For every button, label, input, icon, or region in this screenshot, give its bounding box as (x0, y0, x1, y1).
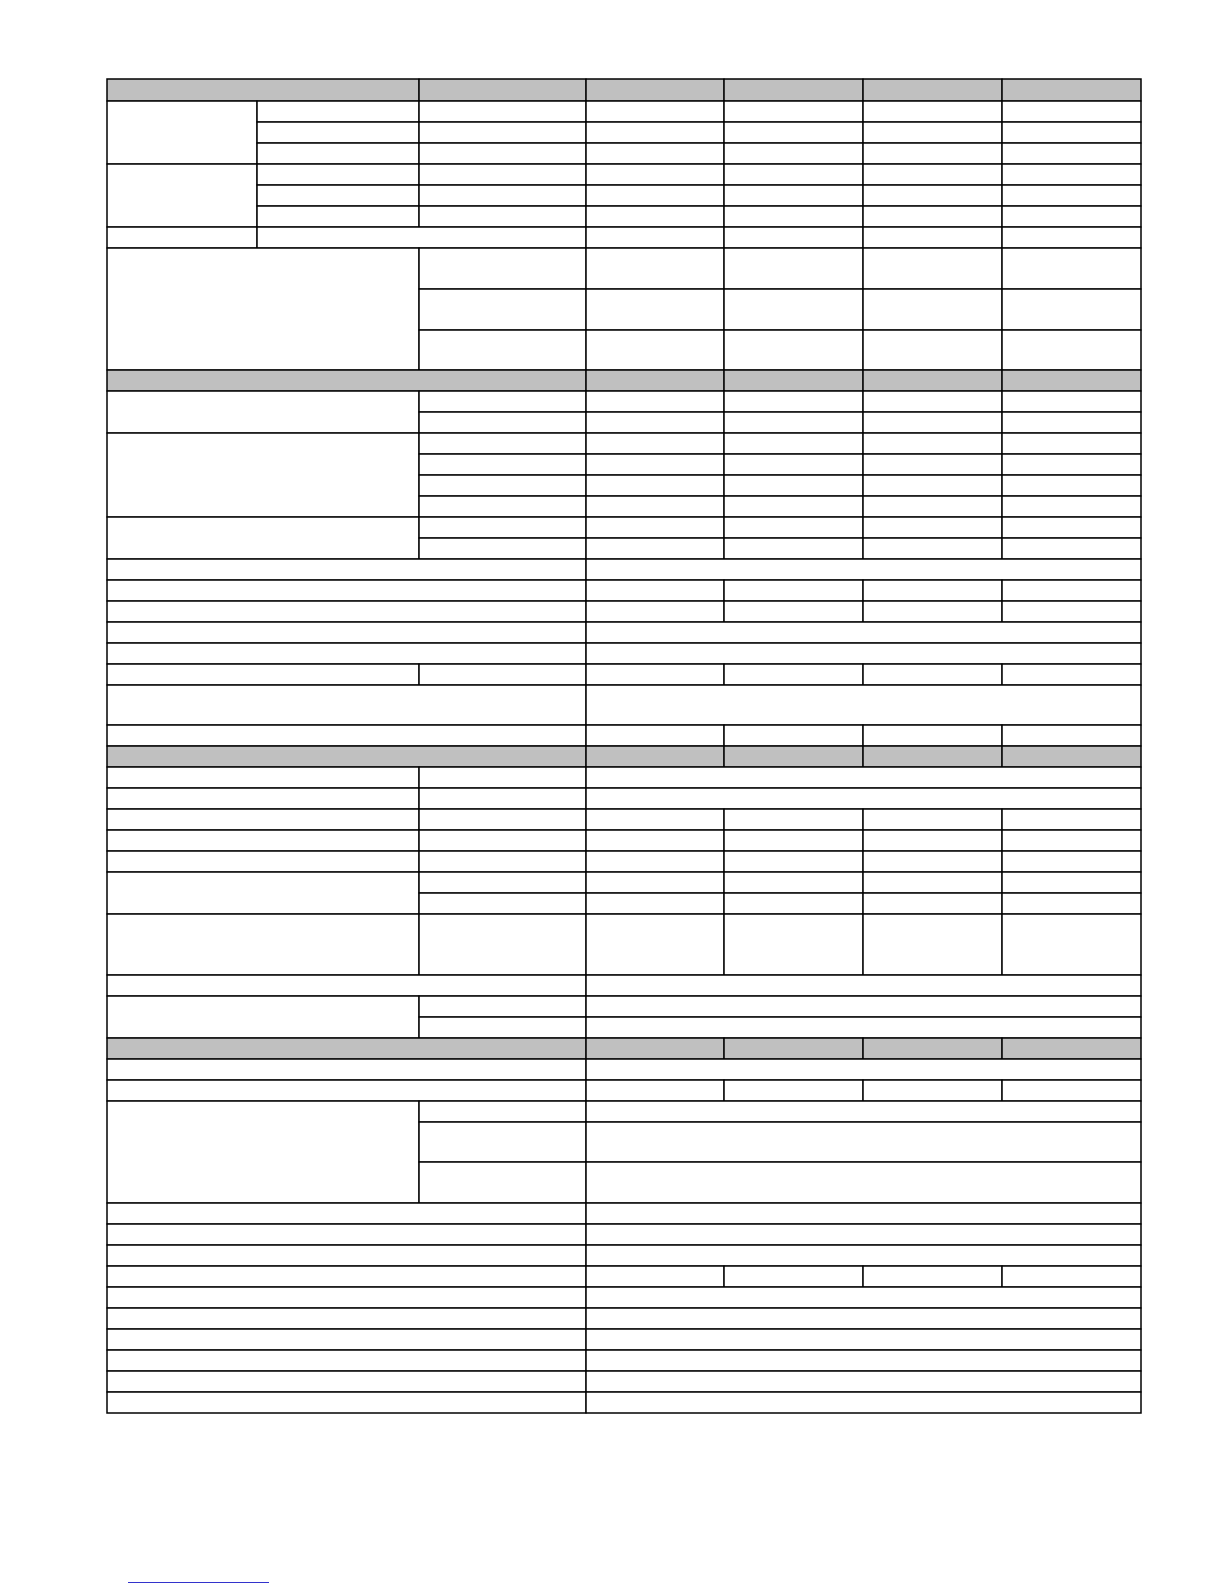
header-cell (419, 79, 586, 101)
table-cell (863, 289, 1002, 330)
header-cell (107, 746, 586, 767)
table-cell (257, 185, 419, 206)
table-cell (724, 601, 863, 622)
table-cell (586, 185, 724, 206)
table-cell (724, 580, 863, 601)
table-cell (586, 206, 724, 227)
header-cell (724, 79, 863, 101)
table-cell (863, 809, 1002, 830)
table-cell (586, 788, 1141, 809)
table-cell (107, 685, 586, 725)
table-cell (419, 664, 586, 685)
table-cell (724, 391, 863, 412)
table-cell (107, 1101, 419, 1203)
table-cell (107, 809, 419, 830)
table-cell (1002, 289, 1141, 330)
table-cell (586, 412, 724, 433)
table-cell (419, 206, 586, 227)
table-cell (107, 1392, 586, 1413)
table-cell (586, 1308, 1141, 1329)
table-cell (1002, 475, 1141, 496)
table-cell (863, 227, 1002, 248)
header-cell (1002, 746, 1141, 767)
table-cell (1002, 391, 1141, 412)
table-cell (107, 1266, 586, 1287)
table-cell (419, 893, 586, 914)
table-cell (1002, 664, 1141, 685)
header-cell (1002, 1038, 1141, 1059)
table-cell (1002, 809, 1141, 830)
table-cell (863, 122, 1002, 143)
table-cell (1002, 893, 1141, 914)
table-cell (586, 1329, 1141, 1350)
table-cell (586, 517, 724, 538)
table-cell (419, 101, 586, 122)
header-cell (586, 370, 724, 391)
header-cell (863, 746, 1002, 767)
table-cell (724, 851, 863, 872)
table-cell (419, 1122, 586, 1162)
table-cell (586, 330, 724, 370)
table-cell (863, 185, 1002, 206)
table-cell (1002, 248, 1141, 289)
table-cell (1002, 122, 1141, 143)
header-cell (107, 370, 586, 391)
table-cell (586, 664, 724, 685)
table-cell (724, 664, 863, 685)
table-cell (586, 1080, 724, 1101)
table-cell (724, 496, 863, 517)
table-cell (107, 622, 586, 643)
table-cell (107, 1371, 586, 1392)
table-cell (419, 289, 586, 330)
table-cell (419, 496, 586, 517)
table-cell (586, 122, 724, 143)
table-cell (1002, 143, 1141, 164)
table-cell (257, 164, 419, 185)
table-cell (863, 914, 1002, 975)
table-cell (107, 559, 586, 580)
table-cell (107, 725, 586, 746)
table-cell (1002, 601, 1141, 622)
table-cell (863, 893, 1002, 914)
table-cell (586, 975, 1141, 996)
table-cell (724, 1080, 863, 1101)
table-cell (257, 122, 419, 143)
table-cell (1002, 496, 1141, 517)
table-cell (419, 330, 586, 370)
table-cell (586, 914, 724, 975)
table-cell (724, 330, 863, 370)
table-cell (107, 975, 586, 996)
table-cell (1002, 227, 1141, 248)
table-cell (1002, 914, 1141, 975)
table-cell (586, 164, 724, 185)
table-cell (107, 1329, 586, 1350)
table-cell (724, 914, 863, 975)
table-cell (724, 101, 863, 122)
table-cell (419, 164, 586, 185)
table-cell (419, 517, 586, 538)
table-cell (107, 164, 257, 227)
table-cell (863, 391, 1002, 412)
table-cell (724, 872, 863, 893)
table-cell (586, 538, 724, 559)
table-cell (419, 475, 586, 496)
table-cell (863, 496, 1002, 517)
table-cell (863, 664, 1002, 685)
table-cell (1002, 433, 1141, 454)
table-cell (257, 206, 419, 227)
header-cell (586, 1038, 724, 1059)
table-cell (724, 454, 863, 475)
table-cell (107, 664, 419, 685)
table-cell (724, 538, 863, 559)
table-cell (863, 248, 1002, 289)
table-cell (107, 872, 419, 914)
table-cell (107, 643, 586, 664)
table-cell (1002, 330, 1141, 370)
table-cell (586, 1017, 1141, 1038)
table-cell (863, 330, 1002, 370)
table-cell (107, 391, 419, 433)
table-cell (107, 767, 419, 788)
table-cell (863, 1080, 1002, 1101)
table-cell (419, 996, 586, 1017)
header-cell (724, 1038, 863, 1059)
table-cell (419, 1162, 586, 1203)
table-cell (107, 1059, 586, 1080)
table-cell (863, 725, 1002, 746)
table-cell (107, 851, 419, 872)
table-cell (724, 475, 863, 496)
table-cell (419, 767, 586, 788)
table-cell (586, 1245, 1141, 1266)
table-cell (107, 580, 586, 601)
table-cell (586, 725, 724, 746)
table-cell (419, 391, 586, 412)
table-cell (107, 1308, 586, 1329)
table-cell (724, 809, 863, 830)
header-cell (586, 79, 724, 101)
table-cell (586, 601, 724, 622)
table-cell (724, 206, 863, 227)
footer-link[interactable] (128, 1571, 269, 1583)
table-cell (863, 872, 1002, 893)
table-cell (724, 830, 863, 851)
table-cell (1002, 1266, 1141, 1287)
table-cell (586, 143, 724, 164)
table-cell (586, 872, 724, 893)
table-cell (863, 580, 1002, 601)
table-cell (724, 164, 863, 185)
table-cell (863, 1266, 1002, 1287)
header-cell (107, 79, 419, 101)
table-cell (419, 412, 586, 433)
header-cell (1002, 79, 1141, 101)
header-cell (724, 370, 863, 391)
table-cell (586, 454, 724, 475)
table-cell (1002, 725, 1141, 746)
table-cell (1002, 412, 1141, 433)
header-cell (724, 746, 863, 767)
table-cell (1002, 538, 1141, 559)
table-cell (863, 412, 1002, 433)
table-cell (419, 433, 586, 454)
table-cell (1002, 1080, 1141, 1101)
table-cell (419, 914, 586, 975)
table-cell (586, 1350, 1141, 1371)
table-cell (586, 1371, 1141, 1392)
table-cell (586, 830, 724, 851)
table-cell (724, 185, 863, 206)
table-cell (724, 227, 863, 248)
table-cell (724, 725, 863, 746)
table-cell (107, 914, 419, 975)
table-cell (586, 1224, 1141, 1245)
table-cell (724, 433, 863, 454)
table-cell (1002, 851, 1141, 872)
table-cell (257, 227, 586, 248)
table-cell (419, 538, 586, 559)
table-cell (586, 1392, 1141, 1413)
table-cell (107, 1203, 586, 1224)
table-cell (419, 185, 586, 206)
header-cell (107, 1038, 586, 1059)
table-cell (586, 1266, 724, 1287)
table-cell (1002, 830, 1141, 851)
table-cell (107, 788, 419, 809)
table-cell (107, 248, 419, 370)
table-cell (1002, 580, 1141, 601)
table-cell (863, 538, 1002, 559)
table-cell (586, 622, 1141, 643)
table-cell (586, 767, 1141, 788)
table-cell (586, 580, 724, 601)
table-cell (724, 893, 863, 914)
table-cell (1002, 164, 1141, 185)
table-cell (419, 143, 586, 164)
table-cell (586, 809, 724, 830)
table-cell (107, 1224, 586, 1245)
table-cell (419, 851, 586, 872)
table-cell (586, 1122, 1141, 1162)
table-cell (1002, 185, 1141, 206)
table-cell (724, 143, 863, 164)
table-cell (586, 1101, 1141, 1122)
table-cell (863, 101, 1002, 122)
table-cell (586, 248, 724, 289)
footer-link-underline (128, 1582, 269, 1583)
table-cell (724, 412, 863, 433)
table-cell (586, 475, 724, 496)
table-cell (419, 872, 586, 893)
table-cell (586, 1162, 1141, 1203)
table-cell (586, 996, 1141, 1017)
table-cell (586, 893, 724, 914)
header-cell (863, 370, 1002, 391)
table-cell (586, 851, 724, 872)
table-cell (419, 454, 586, 475)
table-cell (419, 830, 586, 851)
table-cell (863, 475, 1002, 496)
table-cell (586, 559, 1141, 580)
table-cell (107, 1350, 586, 1371)
table-cell (419, 122, 586, 143)
table-cell (586, 391, 724, 412)
table-cell (586, 643, 1141, 664)
table-cell (419, 248, 586, 289)
table-cell (107, 517, 419, 559)
table-cell (1002, 517, 1141, 538)
table-cell (419, 788, 586, 809)
header-cell (1002, 370, 1141, 391)
table-cell (107, 1287, 586, 1308)
table-cell (586, 101, 724, 122)
table-cell (107, 830, 419, 851)
table-cell (107, 227, 257, 248)
table-cell (724, 289, 863, 330)
table-cell (724, 517, 863, 538)
table-cell (863, 433, 1002, 454)
table-cell (1002, 872, 1141, 893)
table-cell (419, 809, 586, 830)
table-cell (863, 601, 1002, 622)
table-cell (863, 164, 1002, 185)
header-cell (586, 746, 724, 767)
table-cell (863, 517, 1002, 538)
header-cell (863, 79, 1002, 101)
table-cell (586, 1287, 1141, 1308)
table-cell (1002, 101, 1141, 122)
table-cell (863, 206, 1002, 227)
table-cell (863, 830, 1002, 851)
table-cell (724, 1266, 863, 1287)
table-cell (863, 851, 1002, 872)
table-cell (586, 496, 724, 517)
table-cell (257, 101, 419, 122)
table-cell (586, 1059, 1141, 1080)
table-cell (586, 433, 724, 454)
table-cell (863, 143, 1002, 164)
table-cell (724, 122, 863, 143)
table-cell (107, 101, 257, 164)
table-cell (586, 1203, 1141, 1224)
table-cell (586, 289, 724, 330)
table-cell (107, 1080, 586, 1101)
table-cell (257, 143, 419, 164)
table-cell (419, 1101, 586, 1122)
table-cell (1002, 206, 1141, 227)
table-cell (586, 685, 1141, 725)
table-cell (107, 433, 419, 517)
table-cell (586, 227, 724, 248)
table-cell (419, 1017, 586, 1038)
table-cell (724, 248, 863, 289)
table-cell (863, 454, 1002, 475)
table-cell (107, 1245, 586, 1266)
table-cell (107, 601, 586, 622)
table-cell (1002, 454, 1141, 475)
header-cell (863, 1038, 1002, 1059)
table-cell (107, 996, 419, 1038)
